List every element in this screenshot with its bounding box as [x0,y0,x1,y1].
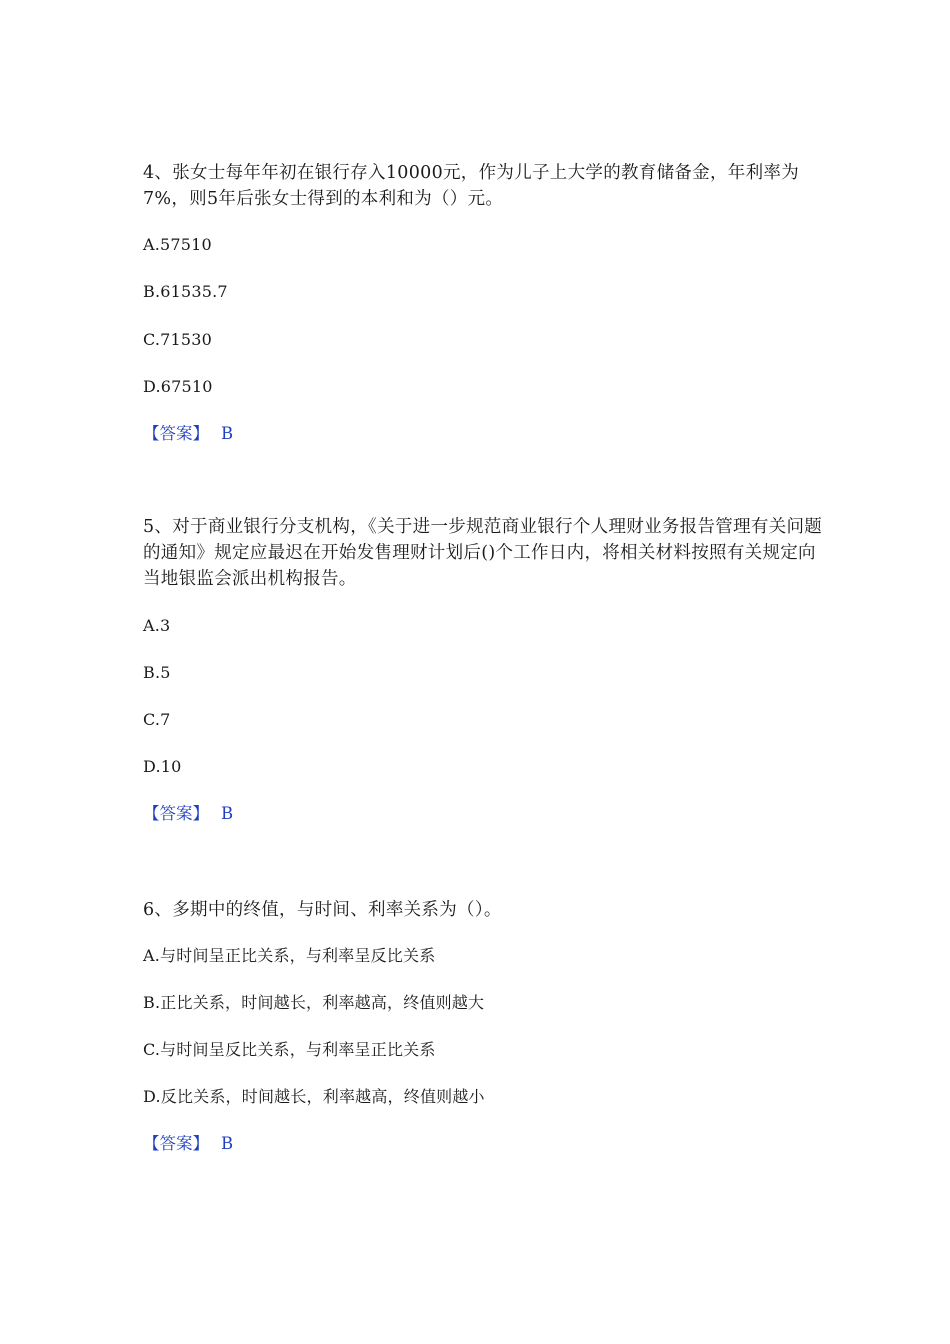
option-d: D.反比关系，时间越长，利率越高，终值则越小 [143,1087,485,1106]
option-a: A.3 [143,616,171,635]
question-stem: 6、多期中的终值，与时间、利率关系为（）。 [143,900,502,920]
option-b: B.5 [143,663,171,682]
answer-label: 【答案】 [143,804,209,823]
option-c: C.7 [143,710,171,729]
answer-value: B [221,804,234,823]
option-c: C.71530 [143,330,213,349]
answer-value: B [221,1134,234,1153]
question-stem: 4、张女士每年年初在银行存入10000元，作为儿子上大学的教育储备金，年利率为7%，则5年后张女士得到的本利和为（）元。 [143,163,800,209]
option-a: A.与时间呈正比关系，与利率呈反比关系 [143,946,436,965]
question-stem: 5、对于商业银行分支机构，《关于进一步规范商业银行个人理财业务报告管理有关问题的通知》规定应最迟在开始发售理财计划后()个工作日内，将相关材料按照有关规定向当地银监会派出机构报告。 [143,517,823,589]
answer-value: B [221,424,234,443]
question-6 [143,897,823,1153]
option-b: B.正比关系，时间越长，利率越高，终值则越大 [143,993,485,1012]
answer-line [143,804,233,824]
option-b: B.61535.7 [143,282,228,301]
question-4 [143,160,823,443]
option-a: A.57510 [143,235,212,254]
option-d: D.67510 [143,377,213,396]
answer-label: 【答案】 [143,1134,209,1153]
option-c: C.与时间呈反比关系，与利率呈正比关系 [143,1040,436,1059]
answer-line [143,424,233,444]
option-d: D.10 [143,757,182,776]
answer-label: 【答案】 [143,424,209,443]
question-5 [143,514,823,823]
answer-line [143,1134,233,1154]
